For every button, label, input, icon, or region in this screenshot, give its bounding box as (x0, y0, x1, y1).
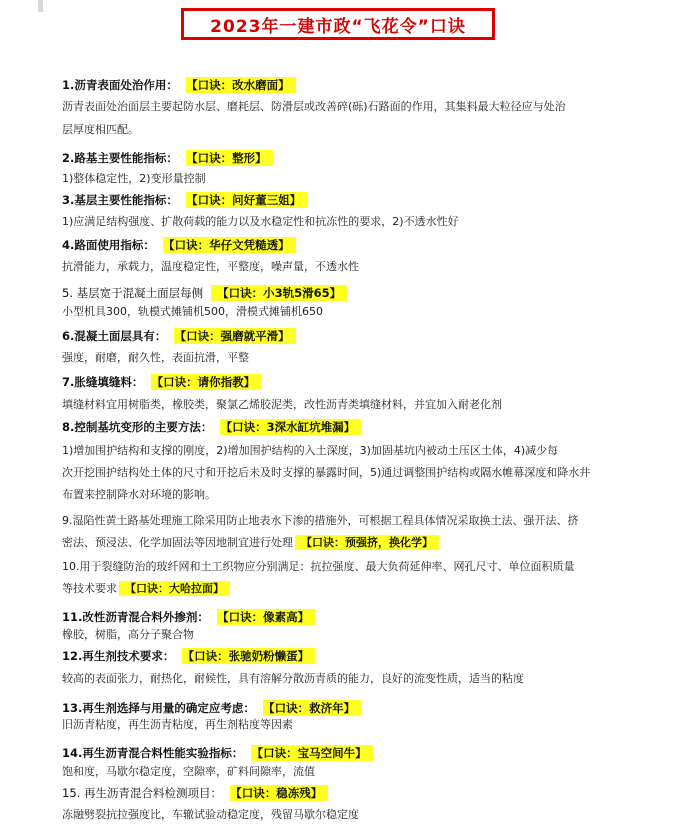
section-14-line: 饱和度，马歇尔稳定度，空隙率，矿料间隙率，流值 (62, 765, 315, 778)
mnemonic-badge: 【口诀：张驰奶粉懒蛋】 (182, 648, 315, 664)
section-1-line: 沥青表面处治面层主要起防水层、磨耗层、防滑层或改善碎(砾)石路面的作用，其集料最大粒径应与处治 (62, 100, 566, 113)
section-11-line: 橡胶，树脂，高分子聚合物 (62, 628, 194, 641)
page-title: 2023年一建市政“飞花令”口诀 (210, 16, 466, 37)
section-13-heading: 13.再生剂选择与用量的确定应考虑： 【口诀：救济年】 (62, 700, 361, 717)
section-5-line: 小型机具300，轨模式摊铺机500，滑模式摊铺机650 (62, 305, 323, 318)
title-box (181, 8, 495, 40)
section-3-line: 1)应满足结构强度、扩散荷载的能力以及水稳定性和抗冻性的要求，2)不透水性好 (62, 215, 459, 228)
section-6-heading: 6.混凝土面层具有： 【口诀：强磨就平滑】 (62, 328, 296, 345)
section-12-heading: 12.再生剂技术要求： 【口诀：张驰奶粉懒蛋】 (62, 648, 315, 665)
section-8-heading: 8.控制基坑变形的主要方法： 【口诀：3深水缸坑堆漏】 (62, 419, 361, 436)
section-10-line: 10.用于裂缝防治的玻纤网和土工织物应分别满足：抗拉强度、最大负荷延伸率、网孔尺寸、单位面积质量 (62, 560, 575, 573)
section-14-heading: 14.再生沥青混合料性能实验指标： 【口诀：宝马空间牛】 (62, 745, 373, 762)
section-5-heading: 5. 基层宽于混凝土面层每侧 【口诀：小3轨5滑65】 (62, 285, 347, 302)
mnemonic-badge: 【口诀：预强挤，换化学】 (295, 535, 439, 550)
section-13-line: 旧沥青粘度，再生沥青粘度，再生剂粘度等因素 (62, 718, 293, 731)
mnemonic-badge: 【口诀：请你指教】 (151, 374, 261, 390)
section-8-line: 1)增加围护结构和支撑的刚度，2)增加围护结构的入土深度，3)加固基坑内被动土压区土体，4)减少每 (62, 444, 559, 457)
mnemonic-badge: 【口诀：小3轨5滑65】 (211, 285, 347, 301)
mnemonic-badge: 【口诀：华仔文凭糙透】 (163, 237, 296, 253)
section-2-line: 1)整体稳定性，2)变形量控制 (62, 172, 206, 185)
section-15-line: 冻融劈裂抗拉强度比，车辙试验动稳定度，残留马歇尔稳定度 (62, 808, 359, 821)
section-6-line: 强度，耐磨，耐久性，表面抗滑，平整 (62, 351, 249, 364)
mnemonic-badge: 【口诀：整形】 (186, 150, 273, 166)
section-7-line: 填缝材料宜用树脂类，橡胶类，聚氯乙烯胶泥类，改性沥青类填缝材料，并宜加入耐老化剂 (62, 398, 502, 411)
section-7-heading: 7.胀缝填缝料： 【口诀：请你指教】 (62, 374, 261, 391)
section-15-heading: 15. 再生沥青混合料检测项目： 【口诀：稳冻残】 (62, 785, 328, 802)
section-10-line: 等技术要求 【口诀：大哈拉面】 (62, 580, 230, 597)
section-1-heading: 1.沥青表面处治作用： 【口诀：改水磨面】 (62, 77, 296, 94)
mnemonic-badge: 【口诀：强磨就平滑】 (174, 328, 295, 344)
section-1-line: 层厚度相匹配。 (62, 123, 139, 136)
section-9-line: 9.湿陷性黄土路基处理施工除采用防止地表水下渗的措施外，可根据工程具体情况采取换土法、强开法、挤 (62, 514, 579, 527)
section-3-heading: 3.基层主要性能指标： 【口诀：问好董三姐】 (62, 192, 307, 209)
section-9-line: 密法、预浸法、化学加固法等因地制宜进行处理 【口诀：预强挤，换化学】 (62, 534, 439, 551)
section-8-line: 次开挖围护结构处土体的尺寸和开挖后未及时支撑的暴露时间，5)通过调整围护结构或隔水帷幕深度和降水井 (62, 466, 591, 479)
section-12-line: 较高的表面张力，耐热化，耐候性，具有溶解分散沥青质的能力，良好的流变性质，适当的粘度 (62, 672, 524, 685)
section-4-line: 抗滑能力，承载力，温度稳定性，平整度，噪声量，不透水性 (62, 260, 359, 273)
mnemonic-badge: 【口诀：改水磨面】 (186, 77, 296, 93)
mnemonic-badge: 【口诀：3深水缸坑堆漏】 (220, 419, 361, 435)
mnemonic-badge: 【口诀：救济年】 (263, 700, 361, 716)
mnemonic-badge: 【口诀：问好董三姐】 (186, 192, 307, 208)
mnemonic-badge: 【口诀：宝马空间牛】 (251, 745, 372, 761)
mnemonic-badge: 【口诀：稳冻残】 (230, 785, 328, 801)
mnemonic-badge: 【口诀：大哈拉面】 (119, 581, 230, 596)
scan-edge-mark (38, 0, 43, 12)
section-11-heading: 11.改性沥青混合料外掺剂： 【口诀：像素高】 (62, 609, 315, 626)
section-8-line: 布置来控制降水对环境的影响。 (62, 488, 216, 501)
mnemonic-badge: 【口诀：像素高】 (217, 609, 315, 625)
section-2-heading: 2.路基主要性能指标： 【口诀：整形】 (62, 150, 273, 167)
section-4-heading: 4.路面使用指标： 【口诀：华仔文凭糙透】 (62, 237, 296, 254)
